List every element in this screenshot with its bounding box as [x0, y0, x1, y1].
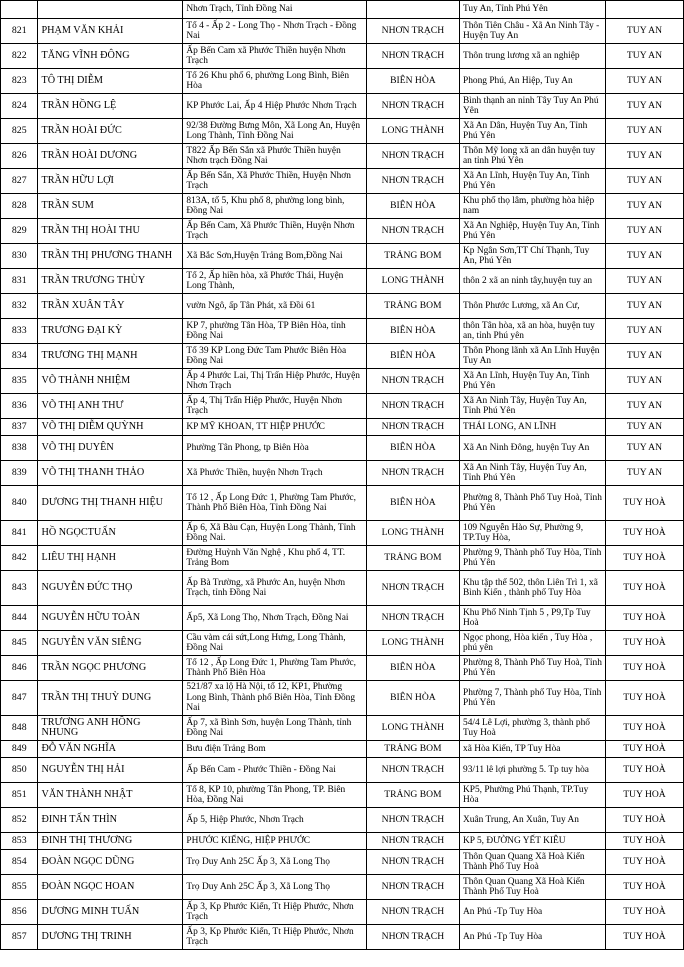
row-number-cell: 843	[1, 571, 38, 606]
row-number-cell: 836	[1, 394, 38, 419]
hometown-cell: thôn 2 xã an ninh tây,huyện tuy an	[460, 269, 606, 294]
hometown-cell: Thôn Phong lãnh xã An Lĩnh Huyện Tuy An	[460, 344, 606, 369]
row-number-cell: 857	[1, 925, 38, 950]
district-cell: LONG THÀNH	[366, 119, 459, 144]
person-name-cell: TÔ THỊ DIỄM	[38, 69, 183, 94]
row-number-cell: 840	[1, 486, 38, 521]
row-number-cell: 855	[1, 875, 38, 900]
home-district-cell: TUY AN	[605, 461, 683, 486]
hometown-cell: xã Hòa Kiến, TP Tuy Hòa	[460, 741, 606, 758]
current-address-cell: vườn Ngô, ấp Tân Phát, xã Đồi 61	[183, 294, 366, 319]
current-address-cell: T822 Ấp Bến Sắn xã Phước Thiền huyện Nhơn trạch Đồng Nai	[183, 144, 366, 169]
current-address-cell: 813A, tổ 5, Khu phố 8, phường long bình, Đồng Nai	[183, 194, 366, 219]
row-number-cell: 847	[1, 681, 38, 716]
home-district-cell: TUY HOÀ	[605, 833, 683, 850]
home-district-cell: TUY AN	[605, 436, 683, 461]
table-row	[1, 1, 684, 19]
district-cell: NHƠN TRẠCH	[366, 44, 459, 69]
current-address-cell: Ấp Bến Cam - Phước Thiền - Đồng Nai	[183, 758, 366, 783]
table-row	[1, 631, 684, 656]
table-row	[1, 521, 684, 546]
table-row	[1, 319, 684, 344]
hometown-cell: Thôn Phước Lương, xã An Cư,	[460, 294, 606, 319]
hometown-cell: KP5, Phường Phú Thạnh, TP.Tuy Hòa	[460, 783, 606, 808]
table-row	[1, 119, 684, 144]
home-district-cell: TUY HOÀ	[605, 486, 683, 521]
person-name-cell: PHẠM VĂN KHẢI	[38, 19, 183, 44]
person-name-cell: TRẦN TRƯƠNG THÙY	[38, 269, 183, 294]
district-cell: BIÊN HÒA	[366, 486, 459, 521]
row-number-cell: 856	[1, 900, 38, 925]
current-address-cell: KP MỸ KHOAN, TT HIỆP PHƯỚC	[183, 419, 366, 436]
home-district-cell: TUY AN	[605, 219, 683, 244]
current-address-cell: Tổ 4 - Ấp 2 - Long Thọ - Nhơn Trạch - Đồng Nai	[183, 19, 366, 44]
current-address-cell: Ấp 3, Kp Phước Kiển, Tt Hiệp Phước, Nhơn Trạch	[183, 925, 366, 950]
current-address-cell: Trọ Duy Anh 25C Ấp 3, Xã Long Thọ	[183, 850, 366, 875]
district-cell: NHƠN TRẠCH	[366, 606, 459, 631]
person-name-cell: NGUYỄN ĐỨC THỌ	[38, 571, 183, 606]
person-name-cell: TRƯƠNG ĐẠI KỲ	[38, 319, 183, 344]
home-district-cell: TUY HOÀ	[605, 925, 683, 950]
hometown-cell: Khu tập thể 502, thôn Liên Trì 1, xã Bình Kiến , thành phố Tuy Hòa	[460, 571, 606, 606]
current-address-cell: KP 7, phường Tân Hòa, TP Biên Hòa, tỉnh Đồng Nai	[183, 319, 366, 344]
table-row	[1, 875, 684, 900]
district-cell: TRẢNG BOM	[366, 546, 459, 571]
district-cell: BIÊN HÒA	[366, 194, 459, 219]
table-row	[1, 758, 684, 783]
person-name-cell: NGUYỄN VĂN SIÊNG	[38, 631, 183, 656]
current-address-cell: Ấp Bến Sắn, Xã Phước Thiền, Huyện Nhơn Trạch	[183, 169, 366, 194]
person-name-cell: DƯƠNG THỊ TRINH	[38, 925, 183, 950]
district-cell: NHƠN TRẠCH	[366, 925, 459, 950]
hometown-cell: Xã An Ninh Tây, Huyện Tuy An, Tỉnh Phú Yên	[460, 461, 606, 486]
table-row	[1, 850, 684, 875]
table-row	[1, 741, 684, 758]
row-number-cell: 830	[1, 244, 38, 269]
current-address-cell: Bưu điện Trảng Bom	[183, 741, 366, 758]
table-row	[1, 681, 684, 716]
current-address-cell: Tổ 12 , Ấp Long Đức 1, Phường Tam Phước, Thành Phố Biên Hòa, Tỉnh Đồng Nai	[183, 486, 366, 521]
hometown-cell: Thôn Mỹ long xã an dân huyện tuy an tỉnh Phú Yên	[460, 144, 606, 169]
table-row	[1, 269, 684, 294]
district-cell: NHƠN TRẠCH	[366, 19, 459, 44]
table-row	[1, 716, 684, 741]
person-name-cell: LIÊU THỊ HẠNH	[38, 546, 183, 571]
district-cell: TRẢNG BOM	[366, 244, 459, 269]
home-district-cell: TUY AN	[605, 269, 683, 294]
district-cell: NHƠN TRẠCH	[366, 94, 459, 119]
row-number-cell: 838	[1, 436, 38, 461]
home-district-cell: TUY AN	[605, 69, 683, 94]
current-address-cell: Ấp 6, Xã Bàu Cạn, Huyện Long Thành, Tỉnh Đồng Nai.	[183, 521, 366, 546]
person-name-cell: DƯƠNG MINH TUẤN	[38, 900, 183, 925]
row-number-cell: 822	[1, 44, 38, 69]
current-address-cell: Xã Phước Thiền, huyện Nhơn Trạch	[183, 461, 366, 486]
row-number-cell: 834	[1, 344, 38, 369]
row-number-cell: 844	[1, 606, 38, 631]
current-address-cell: Ấp Bà Trường, xã Phước An, huyện Nhơn Trạch, tỉnh Đồng Nai	[183, 571, 366, 606]
hometown-cell: Phường 9, Thành phố Tuy Hòa, Tỉnh Phú Yên	[460, 546, 606, 571]
home-district-cell: TUY AN	[605, 394, 683, 419]
home-district-cell: TUY HOÀ	[605, 850, 683, 875]
home-district-cell: TUY AN	[605, 194, 683, 219]
hometown-cell: KP 5, ĐƯỜNG YẾT KIÊU	[460, 833, 606, 850]
home-district-cell: TUY HOÀ	[605, 681, 683, 716]
person-name-cell: TRẦN HOÀI DƯƠNG	[38, 144, 183, 169]
hometown-cell: Xã An Nghiệp, Huyện Tuy An, Tỉnh Phú Yên	[460, 219, 606, 244]
current-address-cell: Trọ Duy Anh 25C Ấp 3, Xã Long Thọ	[183, 875, 366, 900]
person-name-cell: VÕ THỊ ANH THƯ	[38, 394, 183, 419]
table-row	[1, 925, 684, 950]
district-cell: LONG THÀNH	[366, 631, 459, 656]
hometown-cell: Xã An Lĩnh, Huyện Tuy An, Tỉnh Phú Yên	[460, 369, 606, 394]
row-number-cell: 839	[1, 461, 38, 486]
table-row	[1, 606, 684, 631]
table-row	[1, 194, 684, 219]
district-cell: TRẢNG BOM	[366, 294, 459, 319]
home-district-cell: TUY HOÀ	[605, 606, 683, 631]
row-number-cell: 832	[1, 294, 38, 319]
district-cell: NHƠN TRẠCH	[366, 900, 459, 925]
row-number-cell: 848	[1, 716, 38, 741]
hometown-cell: Xã An Ninh Tây, Huyện Tuy An, Tỉnh Phú Yên	[460, 394, 606, 419]
hometown-cell: An Phú -Tp Tuy Hòa	[460, 900, 606, 925]
current-address-cell: Ấp 7, xã Bình Sơn, huyện Long Thành, tỉnh Đồng Nai	[183, 716, 366, 741]
district-cell: NHƠN TRẠCH	[366, 571, 459, 606]
table-row	[1, 486, 684, 521]
district-cell: NHƠN TRẠCH	[366, 461, 459, 486]
home-district-cell: TUY HOÀ	[605, 900, 683, 925]
row-number-cell: 853	[1, 833, 38, 850]
hometown-cell: Phường 8, Thành Phố Tuy Hoà, Tỉnh Phú Yên	[460, 486, 606, 521]
home-district-cell: TUY AN	[605, 419, 683, 436]
district-cell: NHƠN TRẠCH	[366, 850, 459, 875]
current-address-cell: Ấp 4, Thị Trấn Hiệp Phước, Huyện Nhơn Trạch	[183, 394, 366, 419]
home-district-cell: TUY AN	[605, 19, 683, 44]
table-row	[1, 169, 684, 194]
hometown-cell: thôn Tân hòa, xã an hòa, huyện tuy an, tỉnh Phú yên	[460, 319, 606, 344]
hometown-cell: Khu phố thọ lâm, phường hòa hiệp nam	[460, 194, 606, 219]
current-address-cell: Tổ 8, KP 10, phường Tân Phong, TP. Biên Hòa, Đồng Nai	[183, 783, 366, 808]
person-name-cell: HỒ NGỌCTUẤN	[38, 521, 183, 546]
person-name-cell: ĐỖ VĂN NGHĨA	[38, 741, 183, 758]
district-cell: LONG THÀNH	[366, 269, 459, 294]
person-name-cell: VÕ THỊ DUYÊN	[38, 436, 183, 461]
district-cell: BIÊN HÒA	[366, 344, 459, 369]
current-address-cell: PHƯỚC KIỂNG, HIỆP PHƯỚC	[183, 833, 366, 850]
table-row	[1, 294, 684, 319]
current-address-cell: Nhơn Trạch, Tỉnh Đồng Nai	[183, 1, 366, 19]
person-name-cell: TRẦN THỊ PHƯƠNG THANH	[38, 244, 183, 269]
person-name-cell: NGUYỄN THỊ HẢI	[38, 758, 183, 783]
district-cell: LONG THÀNH	[366, 521, 459, 546]
table-row	[1, 94, 684, 119]
table-row	[1, 436, 684, 461]
home-district-cell: TUY HOÀ	[605, 631, 683, 656]
district-cell: NHƠN TRẠCH	[366, 169, 459, 194]
row-number-cell: 835	[1, 369, 38, 394]
roster-table-body	[1, 1, 684, 950]
person-name-cell: TRẦN HỮU LỢI	[38, 169, 183, 194]
home-district-cell: TUY HOÀ	[605, 656, 683, 681]
district-cell	[366, 1, 459, 19]
hometown-cell: THÁI LONG, AN LĨNH	[460, 419, 606, 436]
current-address-cell: Ấp 4 Phước Lai, Thị Trấn Hiệp Phước, Huyện Nhơn Trạch	[183, 369, 366, 394]
current-address-cell: KP Phước Lai, Ấp 4 Hiệp Phước Nhơn Trạch	[183, 94, 366, 119]
district-cell: NHƠN TRẠCH	[366, 808, 459, 833]
table-row	[1, 546, 684, 571]
person-name-cell	[38, 1, 183, 19]
current-address-cell: Ấp 5, Hiệp Phước, Nhơn Trạch	[183, 808, 366, 833]
district-cell: BIÊN HÒA	[366, 681, 459, 716]
person-name-cell: ĐINH THỊ THƯƠNG	[38, 833, 183, 850]
hometown-cell: Phường 7, Thành phố Tuy Hòa, Tỉnh Phú Yên	[460, 681, 606, 716]
current-address-cell: Tổ 26 Khu phố 6, phường Long Bình, Biên Hòa	[183, 69, 366, 94]
district-cell: LONG THÀNH	[366, 716, 459, 741]
row-number-cell: 851	[1, 783, 38, 808]
table-row	[1, 369, 684, 394]
row-number-cell: 828	[1, 194, 38, 219]
home-district-cell: TUY AN	[605, 294, 683, 319]
row-number-cell: 849	[1, 741, 38, 758]
home-district-cell: TUY HOÀ	[605, 783, 683, 808]
home-district-cell: TUY HOÀ	[605, 758, 683, 783]
table-row	[1, 808, 684, 833]
home-district-cell: TUY HOÀ	[605, 716, 683, 741]
hometown-cell: 93/11 lê lợi phường 5. Tp tuy hòa	[460, 758, 606, 783]
hometown-cell: Phong Phú, An Hiệp, Tuy An	[460, 69, 606, 94]
person-name-cell: TRẦN THỊ HOÀI THU	[38, 219, 183, 244]
row-number-cell: 829	[1, 219, 38, 244]
row-number-cell: 846	[1, 656, 38, 681]
person-name-cell: TRƯƠNG ANH HỒNG NHUNG	[38, 716, 183, 741]
home-district-cell: TUY HOÀ	[605, 808, 683, 833]
row-number-cell: 845	[1, 631, 38, 656]
table-row	[1, 419, 684, 436]
home-district-cell: TUY AN	[605, 169, 683, 194]
hometown-cell: Thôn Quan Quang Xã Hoà Kiến Thành Phố Tuy Hoà	[460, 875, 606, 900]
home-district-cell: TUY HOÀ	[605, 571, 683, 606]
district-cell: NHƠN TRẠCH	[366, 875, 459, 900]
hometown-cell: Ngọc phong, Hòa kiến , Tuy Hòa , phú yên	[460, 631, 606, 656]
current-address-cell: Tổ 12 , Ấp Long Đức 1, Phường Tam Phước, Thành Phố Biên Hòa	[183, 656, 366, 681]
table-row	[1, 19, 684, 44]
current-address-cell: 521/87 xa lộ Hà Nội, tổ 12, KP1, Phường Long Bình, Thành phố Biên Hòa, Tỉnh Đồng Nai	[183, 681, 366, 716]
table-row	[1, 344, 684, 369]
person-name-cell: DƯƠNG THỊ THANH HIỆU	[38, 486, 183, 521]
person-name-cell: TRẦN HỒNG LỆ	[38, 94, 183, 119]
row-number-cell: 824	[1, 94, 38, 119]
home-district-cell: TUY HOÀ	[605, 741, 683, 758]
district-cell: NHƠN TRẠCH	[366, 219, 459, 244]
person-name-cell: NGUYỄN HỮU TOÀN	[38, 606, 183, 631]
current-address-cell: Cầu vàm cái sứt,Long Hưng, Long Thành, Đồng Nai	[183, 631, 366, 656]
row-number-cell: 827	[1, 169, 38, 194]
hometown-cell: Xã An Lĩnh, Huyện Tuy An, Tỉnh Phú Yên	[460, 169, 606, 194]
district-cell: BIÊN HÒA	[366, 656, 459, 681]
person-name-cell: ĐOÀN NGỌC DŨNG	[38, 850, 183, 875]
hometown-cell: An Phú -Tp Tuy Hòa	[460, 925, 606, 950]
home-district-cell: TUY AN	[605, 344, 683, 369]
home-district-cell: TUY AN	[605, 319, 683, 344]
district-cell: NHƠN TRẠCH	[366, 144, 459, 169]
current-address-cell: Ấp Bến Cam xã Phước Thiền huyện Nhơn Trạch	[183, 44, 366, 69]
person-name-cell: VÕ THỊ THANH THẢO	[38, 461, 183, 486]
row-number-cell: 854	[1, 850, 38, 875]
person-name-cell: TRẦN HOÀI ĐỨC	[38, 119, 183, 144]
home-district-cell: TUY HOÀ	[605, 875, 683, 900]
row-number-cell: 825	[1, 119, 38, 144]
table-row	[1, 656, 684, 681]
hometown-cell: Thôn Tiên Châu - Xã An Ninh Tây - Huyện Tuy An	[460, 19, 606, 44]
hometown-cell: 54/4 Lê Lợi, phường 3, thành phố Tuy Hoà	[460, 716, 606, 741]
hometown-cell: Kp Ngân Sơn,TT Chí Thạnh, Tuy An, Phú Yên	[460, 244, 606, 269]
person-name-cell: VÕ THÀNH NHIỆM	[38, 369, 183, 394]
home-district-cell: TUY AN	[605, 94, 683, 119]
person-name-cell: ĐOÀN NGỌC HOAN	[38, 875, 183, 900]
current-address-cell: Phường Tân Phong, tp Biên Hòa	[183, 436, 366, 461]
home-district-cell: TUY AN	[605, 144, 683, 169]
row-number-cell: 850	[1, 758, 38, 783]
table-row	[1, 394, 684, 419]
hometown-cell: Tuy An, Tỉnh Phú Yên	[460, 1, 606, 19]
table-row	[1, 44, 684, 69]
home-district-cell: TUY AN	[605, 369, 683, 394]
district-cell: BIÊN HÒA	[366, 436, 459, 461]
row-number-cell: 842	[1, 546, 38, 571]
current-address-cell: Xã Bắc Sơn,Huyện Trảng Bom,Đồng Nai	[183, 244, 366, 269]
district-cell: NHƠN TRẠCH	[366, 758, 459, 783]
person-name-cell: TRẦN XUÂN TÂY	[38, 294, 183, 319]
district-cell: NHƠN TRẠCH	[366, 833, 459, 850]
current-address-cell: Tổ 39 KP Long Đức Tam Phước Biên Hòa Đồng Nai	[183, 344, 366, 369]
district-cell: BIÊN HÒA	[366, 319, 459, 344]
hometown-cell: 109 Nguyễn Hào Sự, Phường 9, TP.Tuy Hòa,	[460, 521, 606, 546]
district-cell: NHƠN TRẠCH	[366, 394, 459, 419]
current-address-cell: 92/38 Đường Bưng Môn, Xã Long An, Huyện Long Thành, Tỉnh Đồng Nai	[183, 119, 366, 144]
row-number-cell: 821	[1, 19, 38, 44]
district-cell: TRẢNG BOM	[366, 783, 459, 808]
table-row	[1, 900, 684, 925]
current-address-cell: Ấp5, Xã Long Thọ, Nhơn Trạch, Đồng Nai	[183, 606, 366, 631]
table-row	[1, 144, 684, 169]
current-address-cell: Ấp 3, Kp Phước Kiển, Tt Hiệp Phước, Nhơn Trạch	[183, 900, 366, 925]
home-district-cell: TUY HOÀ	[605, 521, 683, 546]
table-row	[1, 244, 684, 269]
current-address-cell: Tổ 2, Ấp hiền hòa, xã Phước Thái, Huyện Long Thành,	[183, 269, 366, 294]
person-name-cell: TRẦN THỊ THUỲ DUNG	[38, 681, 183, 716]
district-cell: BIÊN HÒA	[366, 69, 459, 94]
hometown-cell: Xã An Dân, Huyện Tuy An, Tỉnh Phú Yên	[460, 119, 606, 144]
home-district-cell	[605, 1, 683, 19]
row-number-cell	[1, 1, 38, 19]
hometown-cell: Xuân Trung, An Xuân, Tuy An	[460, 808, 606, 833]
table-row	[1, 571, 684, 606]
person-name-cell: TRƯƠNG THỊ MẠNH	[38, 344, 183, 369]
person-name-cell: ĐINH TẤN THÌN	[38, 808, 183, 833]
home-district-cell: TUY AN	[605, 44, 683, 69]
current-address-cell: Đường Huỳnh Văn Nghệ , Khu phố 4, TT. Trảng Bom	[183, 546, 366, 571]
hometown-cell: Khu Phố Ninh Tịnh 5 , P9,Tp Tuy Hoà	[460, 606, 606, 631]
person-name-cell: VĂN THÀNH NHẬT	[38, 783, 183, 808]
hometown-cell: Xã An Ninh Đông, huyện Tuy An	[460, 436, 606, 461]
district-cell: NHƠN TRẠCH	[366, 369, 459, 394]
district-cell: NHƠN TRẠCH	[366, 419, 459, 436]
hometown-cell: Thôn trung lương xã an nghiệp	[460, 44, 606, 69]
current-address-cell: Ấp Bến Cam, Xã Phước Thiền, Huyện Nhơn Trạch	[183, 219, 366, 244]
row-number-cell: 841	[1, 521, 38, 546]
row-number-cell: 831	[1, 269, 38, 294]
home-district-cell: TUY HOÀ	[605, 546, 683, 571]
home-district-cell: TUY AN	[605, 244, 683, 269]
table-row	[1, 833, 684, 850]
table-row	[1, 69, 684, 94]
person-name-cell: TRẦN SUM	[38, 194, 183, 219]
table-row	[1, 461, 684, 486]
hometown-cell: Phường 8, Thành Phố Tuy Hoà, Tỉnh Phú Yên	[460, 656, 606, 681]
row-number-cell: 823	[1, 69, 38, 94]
row-number-cell: 837	[1, 419, 38, 436]
table-row	[1, 783, 684, 808]
table-row	[1, 219, 684, 244]
home-district-cell: TUY AN	[605, 119, 683, 144]
row-number-cell: 833	[1, 319, 38, 344]
row-number-cell: 852	[1, 808, 38, 833]
person-name-cell: TĂNG VĨNH ĐÔNG	[38, 44, 183, 69]
person-name-cell: VÕ THỊ DIỄM QUỲNH	[38, 419, 183, 436]
row-number-cell: 826	[1, 144, 38, 169]
district-cell: TRẢNG BOM	[366, 741, 459, 758]
hometown-cell: Thôn Quan Quang Xã Hoà Kiến Thành Phố Tuy Hoà	[460, 850, 606, 875]
person-name-cell: TRẦN NGỌC PHƯƠNG	[38, 656, 183, 681]
hometown-cell: Bình thạnh an ninh Tây Tuy An Phú Yên	[460, 94, 606, 119]
